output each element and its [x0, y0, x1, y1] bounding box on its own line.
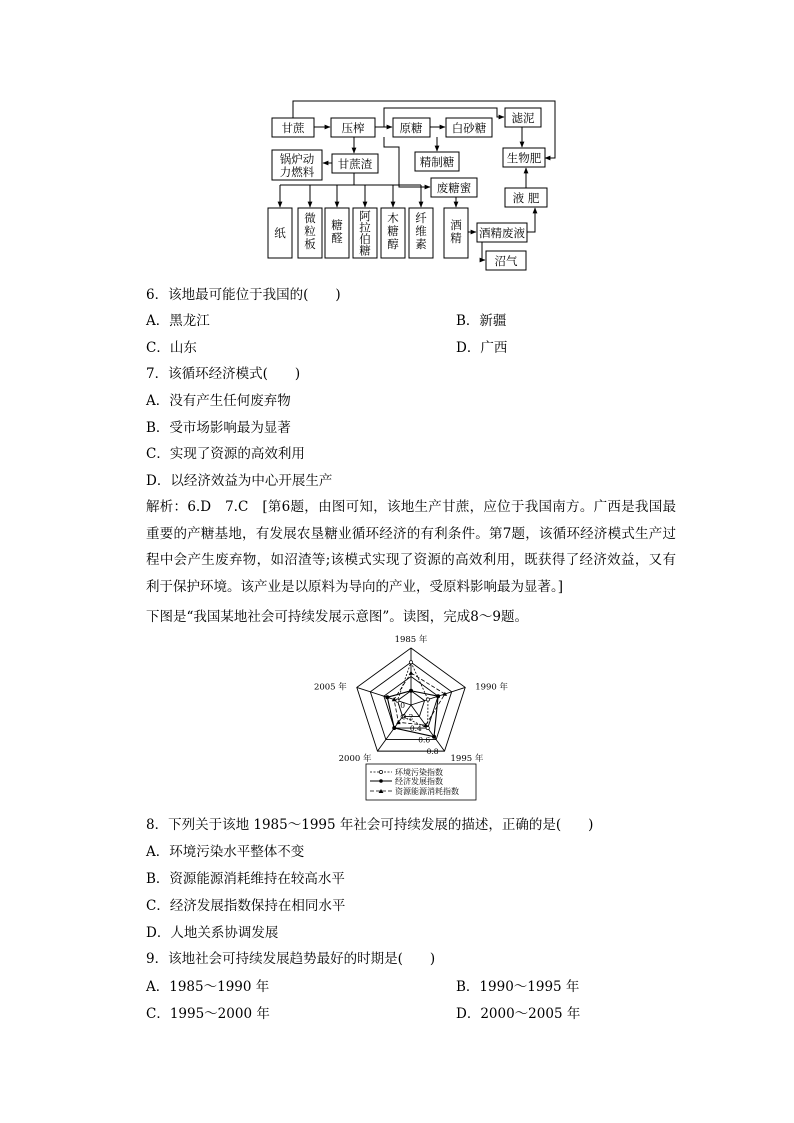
- radar-tick-label: 0.8: [426, 747, 439, 757]
- radar-point: [426, 698, 429, 701]
- node-baishatang: 白砂糖: [451, 121, 487, 135]
- node-ganzhe: 甘蔗: [281, 121, 305, 135]
- analysis-paragraph: 解析：6.D 7.C [第6题，由图可知，该地生产甘蔗，应位于我国南方。广西是我国最重要的产糖基地，有发展农垦糖业循环经济的有利条件。第7题，该循环经济模式生产过程中会产生废弃物，如沼渣等;该模式实现了资源的高效利用，既获得了经济效益，又有利于保护环境。该产业是以原料为导向的产业，受原料影响最为显著。]: [146, 499, 676, 595]
- sustainability-radar-chart: [0, 630, 794, 805]
- radar-tick-label: 0.6: [418, 735, 431, 745]
- q6-option-b: B．新疆: [456, 313, 507, 329]
- q9-stem: 9．该地社会可持续发展趋势最好的时期是( ): [146, 951, 436, 967]
- radar-axis-label: 1985 年: [394, 635, 428, 645]
- radar-point: [432, 735, 436, 739]
- radar-axis-label: 2000 年: [338, 754, 372, 765]
- q8-option-b: B．资源能源消耗维持在较高水平: [146, 871, 345, 887]
- node-ganzhezha: 甘蔗渣: [337, 157, 373, 171]
- node-jiujing: 酒精: [450, 218, 462, 245]
- radar-axis-label: 1995 年: [450, 754, 484, 765]
- node-jiujingfeiye: 酒精废液: [479, 226, 525, 240]
- node-yazha: 压榨: [341, 121, 365, 135]
- q6-stem: 6．该地最可能位于我国的( ): [146, 287, 341, 303]
- legend-economy: 经济发展指数: [395, 777, 443, 786]
- q8-option-a: A．环境污染水平整体不变: [146, 844, 305, 860]
- node-yuantang: 原糖: [399, 121, 423, 135]
- node-luni: 滤泥: [511, 111, 535, 125]
- node-yefei: 液 肥: [512, 191, 540, 205]
- q9-option-c: C．1995～2000 年: [146, 1006, 270, 1022]
- section-intro: 下图是“我国某地社会可持续发展示意图”。读图，完成8～9题。: [146, 609, 528, 625]
- q8-stem: 8．下列关于该地 1985～1995 年社会可持续发展的描述，正确的是( ): [146, 817, 594, 833]
- radar-tick-label: 0.2: [401, 712, 414, 722]
- q7-option-d: D．以经济效益为中心开展生产: [146, 473, 333, 489]
- q9-option-d: D．2000～2005 年: [456, 1006, 581, 1022]
- radar-point: [409, 661, 412, 664]
- radar-point: [409, 689, 413, 693]
- node-zhaoqi: 沼气: [494, 254, 518, 268]
- radar-point: [396, 699, 399, 702]
- legend-pollution: 环境污染指数: [395, 768, 443, 777]
- node-xianweisu: 纤维素: [415, 211, 427, 251]
- q6-option-d: D．广西: [456, 340, 508, 356]
- q9-option-b: B．1990～1995 年: [456, 979, 580, 995]
- sugarcane-flow-diagram: [0, 0, 794, 280]
- q9-option-a: A．1985～1990 年: [146, 979, 270, 995]
- node-shengwufei: 生物肥: [506, 151, 542, 165]
- radar-point: [392, 726, 396, 730]
- radar-axis-label: 2005 年: [313, 682, 347, 693]
- node-feitangmi: 废糖蜜: [436, 181, 472, 195]
- radar-axis-label: 1990 年: [475, 682, 509, 693]
- node-weiliban: 微粒板: [304, 211, 316, 251]
- node-jingzhitang: 精制糖: [419, 155, 455, 169]
- q7-option-b: B．受市场影响最为显著: [146, 420, 291, 436]
- radar-point: [385, 695, 389, 699]
- node-zhi: 纸: [274, 226, 286, 240]
- q7-option-a: A．没有产生任何废弃物: [146, 393, 291, 409]
- legend-resource: 资源能源消耗指数: [395, 787, 459, 796]
- q7-stem: 7．该循环经济模式( ): [146, 366, 301, 382]
- q6-option-c: C．山东: [146, 340, 197, 356]
- node-mutangchun: 木糖醇: [387, 211, 399, 251]
- node-tangquan: 糖醛: [331, 218, 343, 245]
- q8-option-c: C．经济发展指数保持在相同水平: [146, 898, 346, 914]
- radar-point: [436, 694, 440, 698]
- q6-option-a: A．黑龙江: [146, 313, 210, 329]
- q7-option-c: C．实现了资源的高效利用: [146, 446, 305, 462]
- q8-option-d: D．人地关系协调发展: [146, 925, 279, 941]
- radar-tick-label: 0: [400, 701, 405, 710]
- node-alabotang: 阿拉伯糖: [359, 209, 371, 258]
- radar-point: [409, 671, 414, 675]
- node-guolu: 锅炉动力燃料: [279, 152, 315, 179]
- radar-legend: [366, 764, 476, 800]
- radar-tick-label: 0.4: [409, 724, 422, 734]
